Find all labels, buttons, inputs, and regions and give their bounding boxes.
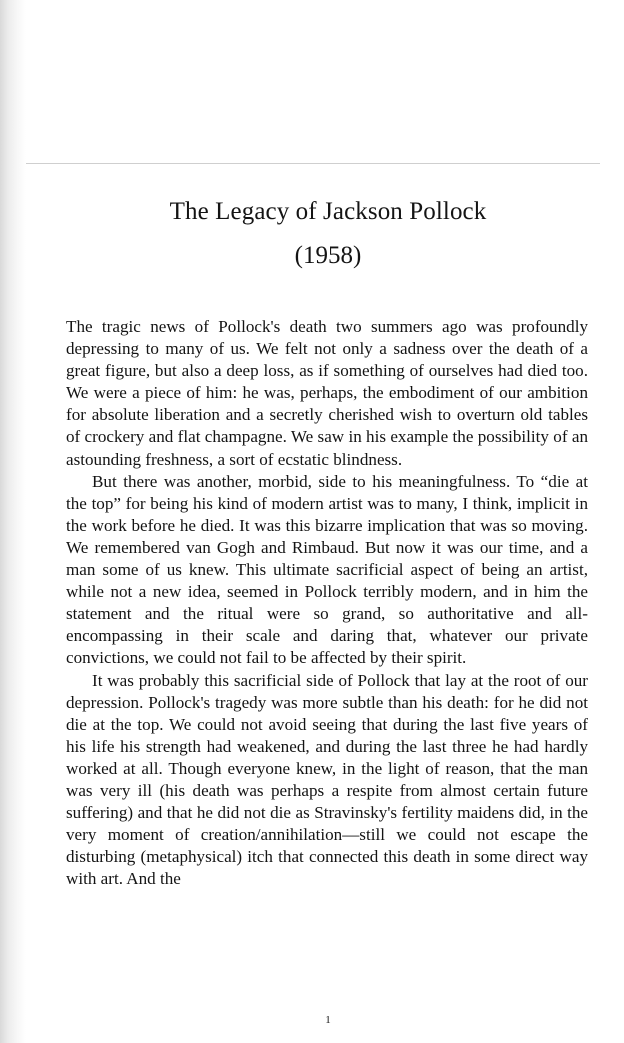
paragraph-2: But there was another, morbid, side to his meaningfulness. To “die at the top” for being his kind of modern artist was to many, I think, implicit in the work before he died. It was this bizarre implication that was so moving. We remembered van Gogh and Rimbaud. But now it was our time, and a man some of us knew. This ultimate sacrificial aspect of being an artist, while not a new idea, seemed in Pollock terribly modern, and in him the statement and the ritual were so grand, so authoritative and all-encompassing in their scale and daring that, whatever our private convictions, we could not fail to be affected by their spirit. xyxy=(66,471,588,668)
chapter-title: The Legacy of Jackson Pollock xyxy=(169,198,487,225)
top-rule xyxy=(26,163,600,164)
page-number: 1 xyxy=(325,1014,331,1026)
paragraph-1: The tragic news of Pollock's death two summers ago was profoundly depressing to many of us. We felt not only a sadness over the death of a great figure, but also a deep loss, as if something of ourselves had died too. We were a piece of him: he was, perhaps, the embodiment of our ambition for absolute liberation and a secretly cherished wish to overturn old tables of crockery and flat champagne. We saw in his example the possibility of an astounding freshness, a sort of ecstatic blindness. xyxy=(66,317,588,469)
body-text xyxy=(66,316,588,890)
paragraph-3: It was probably this sacrificial side of Pollock that lay at the root of our depression. Pollock's tragedy was more subtle than his death: for he did not die at the top. We could not avoid seeing that during the last five years of his life his strength had weakened, and during the last three he had hardly worked at all. Though everyone knew, in the light of reason, that the man was very ill (his death was perhaps a respite from almost certain future suffering) and that he did not die as Stravinsky's fertility maidens did, in the very moment of creation/annihilation—still we could not escape the disturbing (metaphysical) itch that connected this death in some direct way with art. And the xyxy=(66,670,588,889)
chapter-year: (1958) xyxy=(294,242,362,269)
page-gutter-shadow xyxy=(0,0,26,1043)
